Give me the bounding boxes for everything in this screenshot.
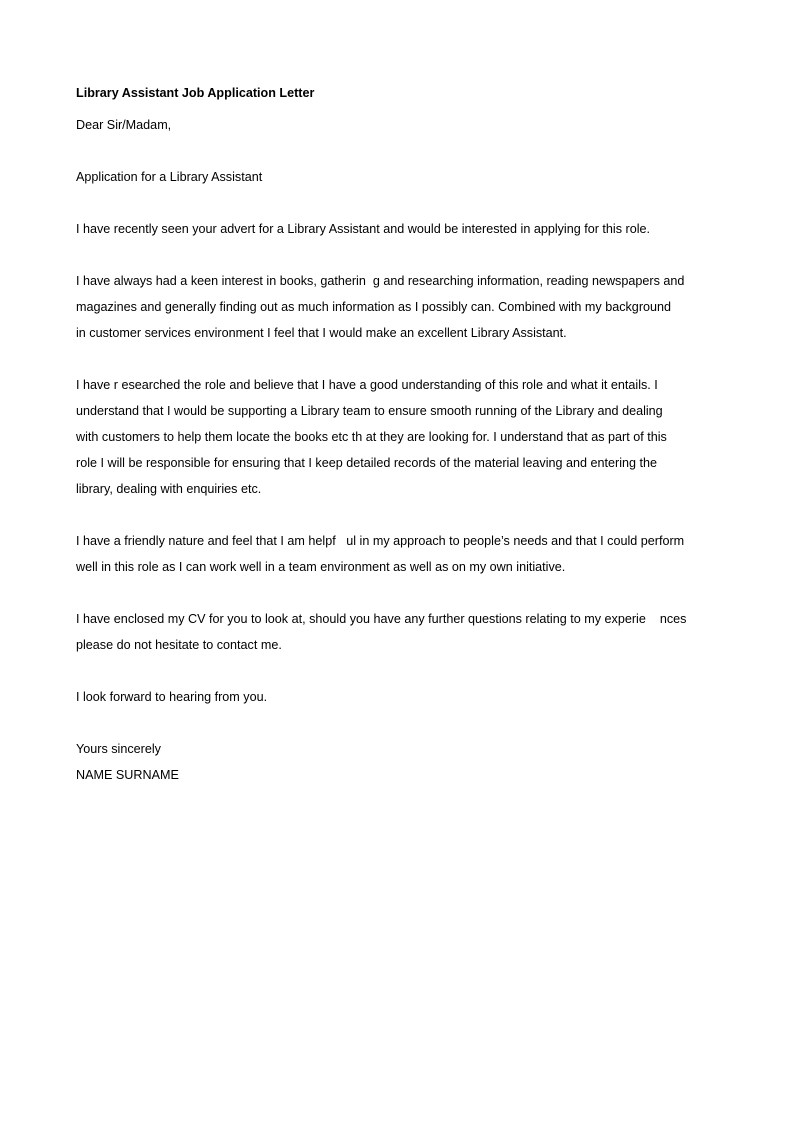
paragraph-3-line-4: role I will be responsible for ensuring that I keep detailed records of the material leaving and entering the — [76, 456, 658, 470]
subject-line: Application for a Library Assistant — [76, 170, 263, 184]
paragraph-3-line-5: library, dealing with enquiries etc. — [76, 482, 262, 496]
paragraph-2-line-1: I have always had a keen interest in books, gatherin g and researching information, reading newspapers and — [76, 274, 685, 288]
paragraph-3-line-3: with customers to help them locate the books etc th at they are looking for. I understand that as part of this — [76, 430, 667, 444]
paragraph-2-line-3: in customer services environment I feel that I would make an excellent Library Assistant. — [76, 326, 567, 340]
paragraph-6-line-1: I look forward to hearing from you. — [76, 690, 268, 704]
paragraph-3-line-2: understand that I would be supporting a Library team to ensure smooth running of the Library and dealing — [76, 404, 663, 418]
paragraph-5-line-1: I have enclosed my CV for you to look at, should you have any further questions relating to my experie nces — [76, 612, 687, 626]
letter-title: Library Assistant Job Application Letter — [76, 86, 315, 100]
paragraph-1-line-1: I have recently seen your advert for a Library Assistant and would be interested in applying for this role. — [76, 222, 651, 236]
paragraph-4-line-2: well in this role as I can work well in a team environment as well as on my own initiative. — [76, 560, 566, 574]
paragraph-5-line-2: please do not hesitate to contact me. — [76, 638, 282, 652]
salutation: Dear Sir/Madam, — [76, 118, 172, 132]
signature-name: NAME SURNAME — [76, 768, 179, 782]
paragraph-4-line-1: I have a friendly nature and feel that I am helpf ul in my approach to people’s needs and that I could perform — [76, 534, 685, 548]
paragraph-3-line-1: I have r esearched the role and believe that I have a good understanding of this role and what it entails. I — [76, 378, 658, 392]
closing: Yours sincerely — [76, 742, 161, 756]
paragraph-2-line-2: magazines and generally finding out as much information as I possibly can. Combined with my background — [76, 300, 672, 314]
